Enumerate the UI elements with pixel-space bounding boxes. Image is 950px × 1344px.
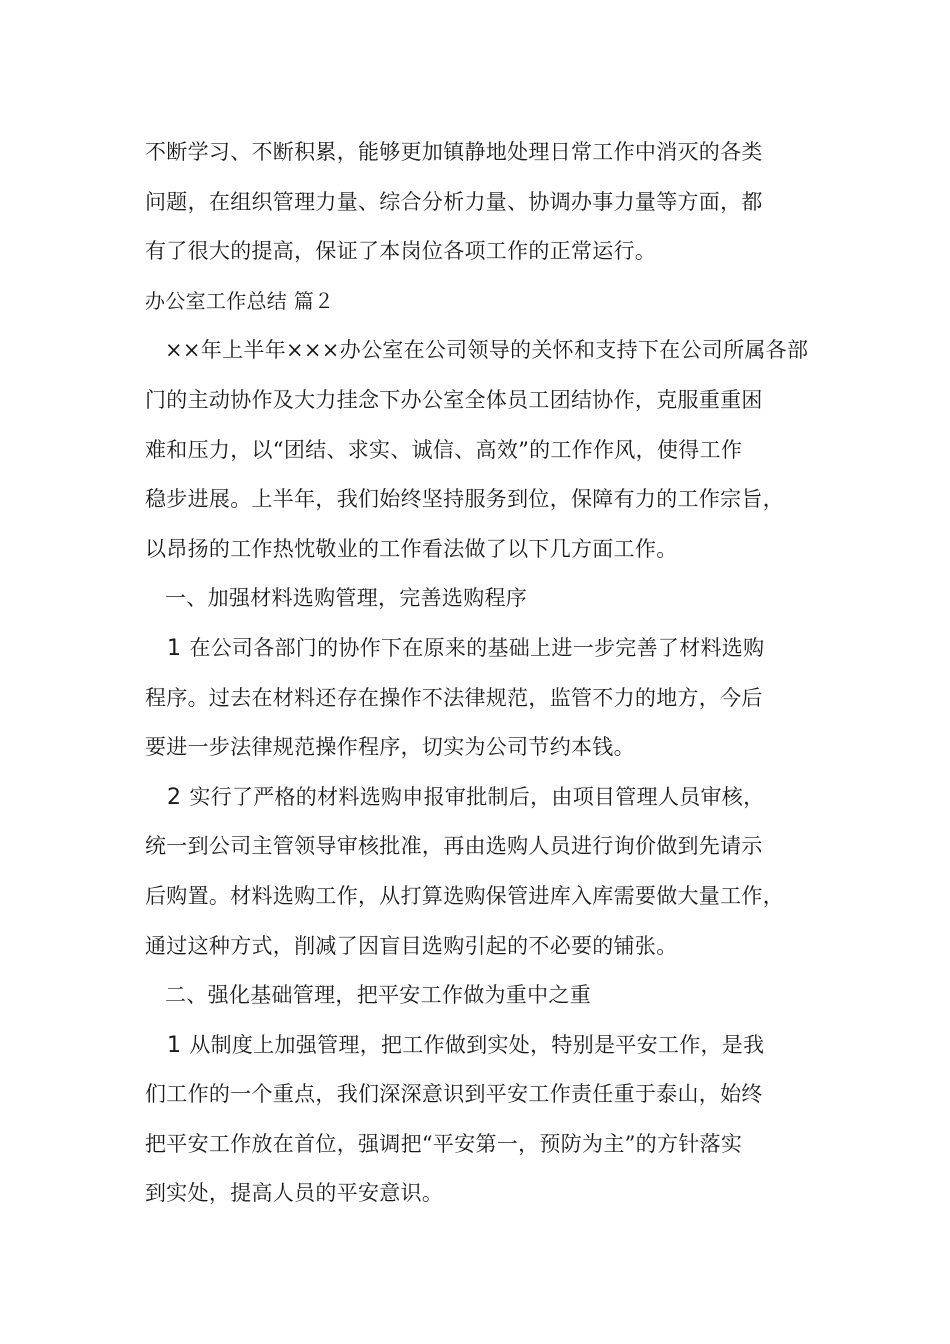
text-line: 们工作的一个重点，我们深深意识到平安工作责任重于泰山，始终 xyxy=(145,1082,763,1107)
text-line: ××年上半年×××办公室在公司领导的关怀和支持下在公司所属各部 xyxy=(165,338,809,363)
item-text: 从制度上加强管理，把工作做到实处，特别是平安工作，是我 xyxy=(189,1032,765,1057)
item-number: 2 xyxy=(167,784,182,810)
numbered-item-line xyxy=(145,773,825,823)
text-line: 统一到公司主管领导审核批准，再由选购人员进行询价做到先请示 xyxy=(145,834,763,859)
text-line: 有了很大的提高，保证了本岗位各项工作的正常运行。 xyxy=(145,239,657,264)
text-line: 到实处，提高人员的平安意识。 xyxy=(145,1181,444,1206)
text-line: 后购置。材料选购工作，从打算选购保管进库入库需要做大量工作， xyxy=(145,883,784,908)
text-line: 把平安工作放在首位，强调把“平安第一，预防为主”的方针落实 xyxy=(145,1131,743,1156)
document-body xyxy=(145,128,825,1219)
item-text: 在公司各部门的协作下在原来的基础上进一步完善了材料选购 xyxy=(189,635,765,660)
subheading-line: 一、加强材料选购管理，完善选购程序 xyxy=(165,586,528,611)
text-line: 难和压力，以“团结、求实、诚信、高效”的工作作风，使得工作 xyxy=(145,437,743,462)
item-text: 实行了严格的材料选购申报审批制后，由项目管理人员审核， xyxy=(189,784,765,809)
numbered-item-line xyxy=(145,1021,825,1071)
item-number: 1 xyxy=(167,1032,182,1058)
text-line: 程序。过去在材料还存在操作不法律规范，监管不力的地方，今后 xyxy=(145,685,763,710)
text-line: 门的主动协作及大力挂念下办公室全体员工团结协作，克服重重困 xyxy=(145,387,763,412)
text-line: 不断学习、不断积累，能够更加镇静地处理日常工作中消灭的各类 xyxy=(145,140,763,164)
text-line: 稳步进展。上半年，我们始终坚持服务到位，保障有力的工作宗旨， xyxy=(145,487,784,512)
subheading-line: 二、强化基础管理，把平安工作做为重中之重 xyxy=(165,983,591,1008)
numbered-item-line xyxy=(145,624,825,674)
text-line: 要进一步法律规范操作程序，切实为公司节约本钱。 xyxy=(145,735,635,760)
text-line: 通过这种方式，削减了因盲目选购引起的不必要的铺张。 xyxy=(145,933,678,958)
section-title: 办公室工作总结 篇２ xyxy=(145,288,335,313)
text-line: 问题，在组织管理力量、综合分析力量、协调办事力量等方面，都 xyxy=(145,189,763,214)
text-line: 以昂扬的工作热忱敬业的工作看法做了以下几方面工作。 xyxy=(145,536,678,561)
item-number: 1 xyxy=(167,635,182,661)
